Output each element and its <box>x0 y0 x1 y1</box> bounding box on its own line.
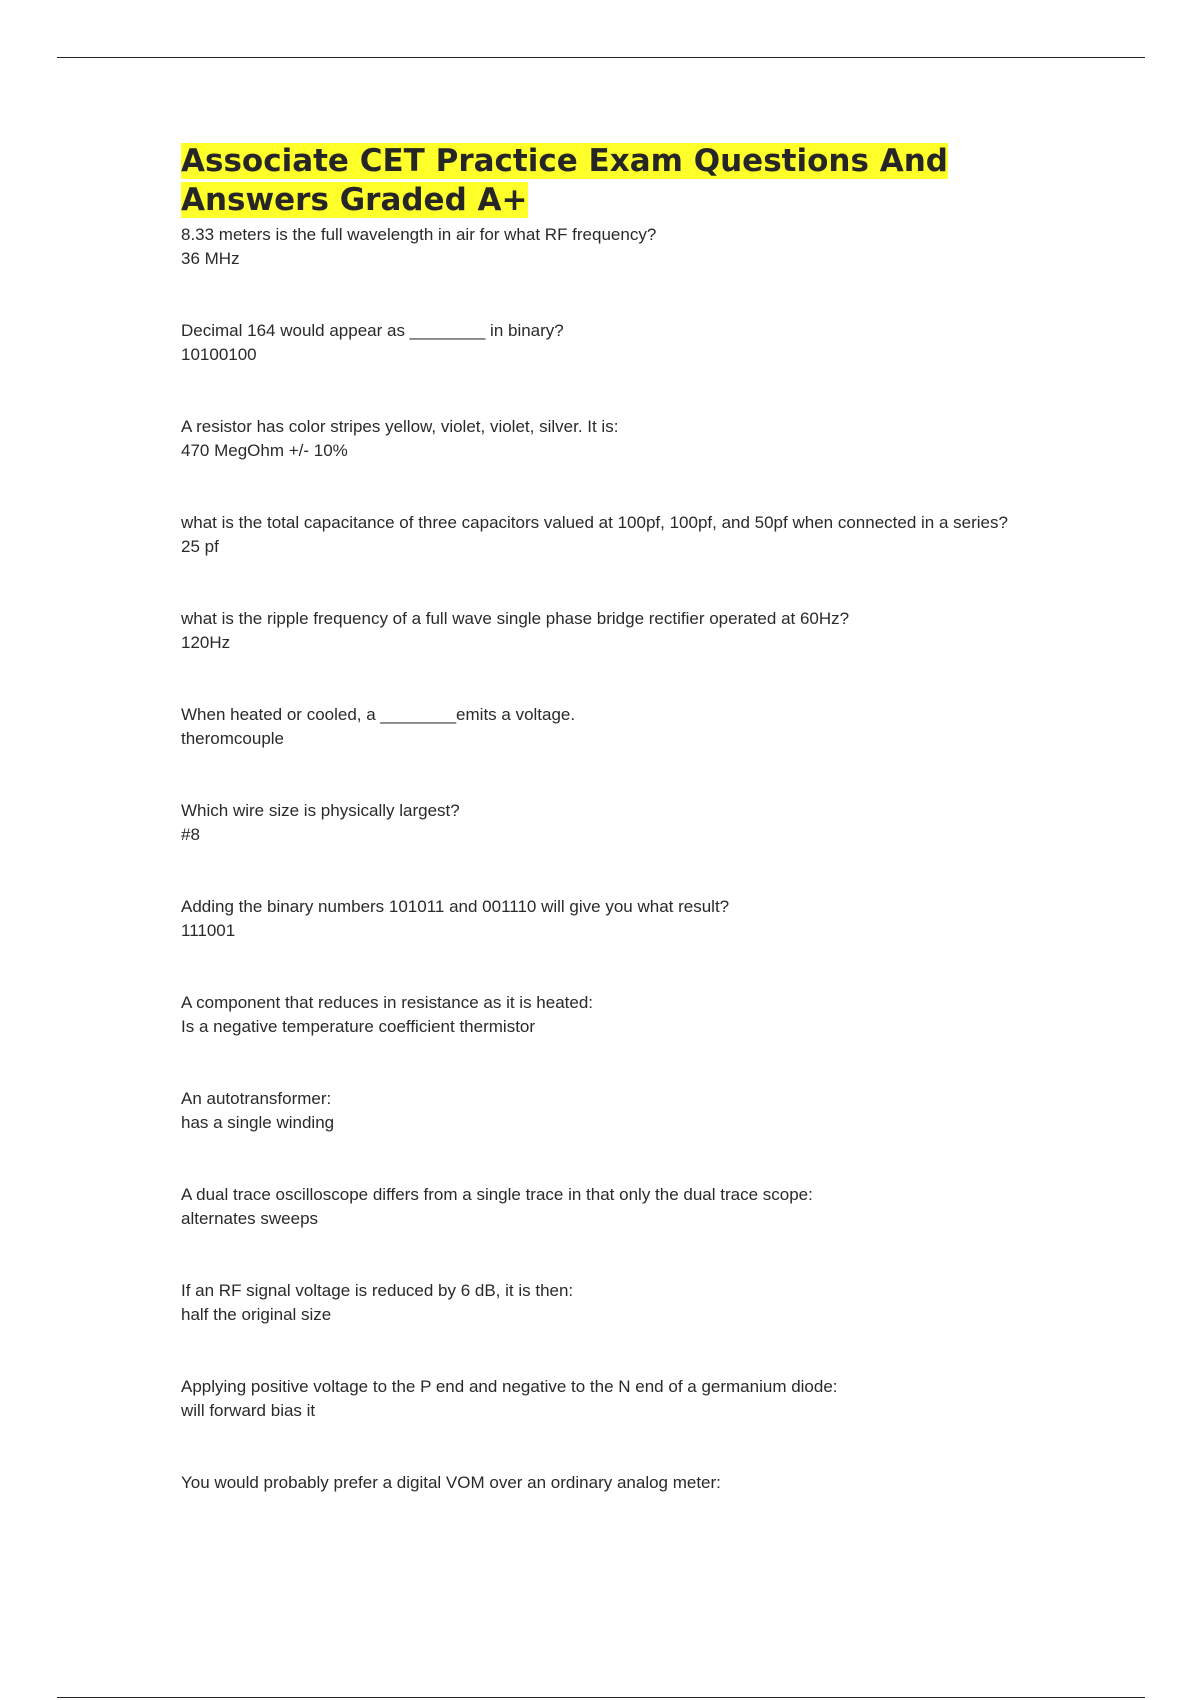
document-body <box>181 142 1021 1495</box>
answer-text: alternates sweeps <box>181 1209 319 1228</box>
question-text: what is the ripple frequency of a full wave single phase bridge rectifier operated at 60Hz? <box>181 609 850 628</box>
qa-item <box>181 607 1021 655</box>
footer-rule <box>57 1697 1145 1698</box>
question-text: Which wire size is physically largest? <box>181 801 460 820</box>
title-highlight: Associate CET Practice Exam Questions And Answers Graded A+ <box>181 143 948 218</box>
qa-item <box>181 223 1021 271</box>
answer-text: #8 <box>181 825 200 844</box>
qa-item <box>181 511 1021 559</box>
qa-item <box>181 1183 1021 1231</box>
question-text: A resistor has color stripes yellow, violet, violet, silver. It is: <box>181 417 619 436</box>
qa-item <box>181 415 1021 463</box>
document-title <box>181 142 1021 220</box>
question-text: Applying positive voltage to the P end and negative to the N end of a germanium diode: <box>181 1377 838 1396</box>
qa-item <box>181 991 1021 1039</box>
question-text: If an RF signal voltage is reduced by 6 dB, it is then: <box>181 1281 574 1300</box>
answer-text: 470 MegOhm +/- 10% <box>181 441 348 460</box>
answer-text: 120Hz <box>181 633 231 652</box>
qa-item <box>181 1087 1021 1135</box>
answer-text: 25 pf <box>181 537 219 556</box>
qa-item <box>181 799 1021 847</box>
answer-text: Is a negative temperature coefficient thermistor <box>181 1017 536 1036</box>
answer-text: 10100100 <box>181 345 257 364</box>
answer-text: 36 MHz <box>181 249 240 268</box>
answer-text: 111001 <box>181 921 236 940</box>
answer-text: has a single winding <box>181 1113 335 1132</box>
qa-item <box>181 1375 1021 1423</box>
qa-list <box>181 223 1021 1495</box>
qa-item <box>181 895 1021 943</box>
question-text: You would probably prefer a digital VOM over an ordinary analog meter: <box>181 1473 721 1492</box>
qa-item <box>181 703 1021 751</box>
question-text: Decimal 164 would appear as ________ in binary? <box>181 321 564 340</box>
header-rule <box>57 57 1145 58</box>
qa-item <box>181 1279 1021 1327</box>
question-text: A dual trace oscilloscope differs from a single trace in that only the dual trace scope: <box>181 1185 813 1204</box>
answer-text: half the original size <box>181 1305 332 1324</box>
question-text: When heated or cooled, a ________emits a voltage. <box>181 705 576 724</box>
qa-item <box>181 319 1021 367</box>
question-text: A component that reduces in resistance as it is heated: <box>181 993 594 1012</box>
question-text: 8.33 meters is the full wavelength in air for what RF frequency? <box>181 225 657 244</box>
question-text: what is the total capacitance of three capacitors valued at 100pf, 100pf, and 50pf when connected in a series? <box>181 513 1008 532</box>
question-text: An autotransformer: <box>181 1089 332 1108</box>
answer-text: will forward bias it <box>181 1401 316 1420</box>
question-text: Adding the binary numbers 101011 and 001110 will give you what result? <box>181 897 730 916</box>
qa-item <box>181 1471 1021 1495</box>
answer-text: theromcouple <box>181 729 285 748</box>
